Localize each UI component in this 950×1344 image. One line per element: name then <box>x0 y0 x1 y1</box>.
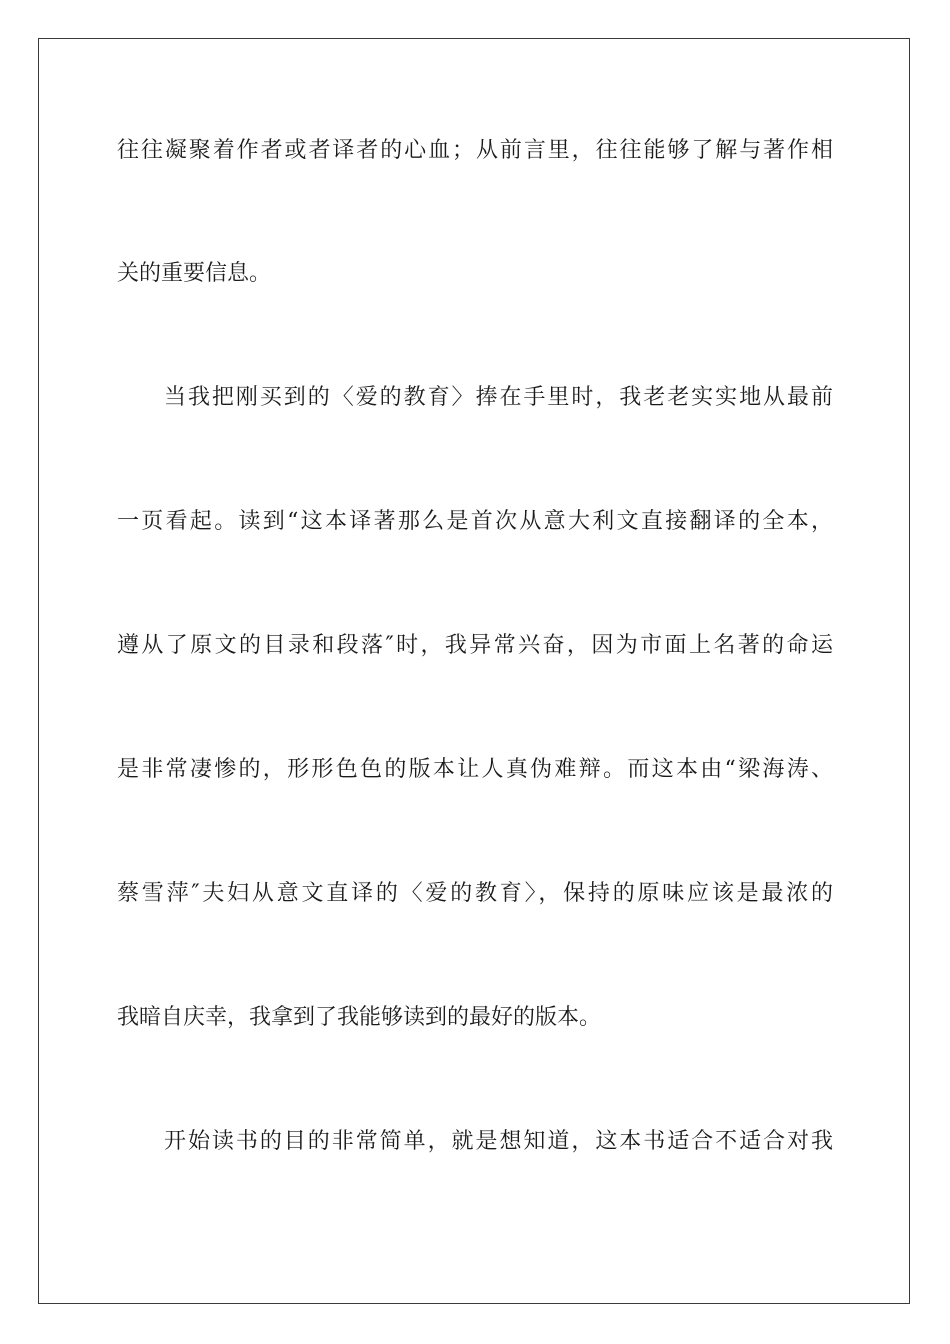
text-line: 遵从了原文的目录和段落″时，我异常兴奋，因为市面上名著的命运 <box>117 633 833 658</box>
text-line: 关的重要信息。 <box>117 261 272 286</box>
text-line: 蔡雪萍″夫妇从意文直译的〈爱的教育〉，保持的原味应该是最浓的 <box>117 881 833 906</box>
paragraph-start-line: 当我把刚买到的〈爱的教育〉捧在手里时，我老老实实地从最前 <box>164 385 833 410</box>
text-line: 一页看起。读到“这本译著那么是首次从意大利文直接翻译的全本， <box>117 509 833 534</box>
text-line: 我暗自庆幸，我拿到了我能够读到的最好的版本。 <box>117 1005 602 1030</box>
paragraph-start-line: 开始读书的目的非常简单，就是想知道，这本书适合不适合对我 <box>164 1129 833 1154</box>
text-line: 是非常凄惨的，形形色色的版本让人真伪难辩。而这本由“梁海涛、 <box>117 757 833 782</box>
text-line: 往往凝聚着作者或者译者的心血；从前言里，往往能够了解与著作相 <box>117 138 833 163</box>
page-border <box>38 38 910 1304</box>
